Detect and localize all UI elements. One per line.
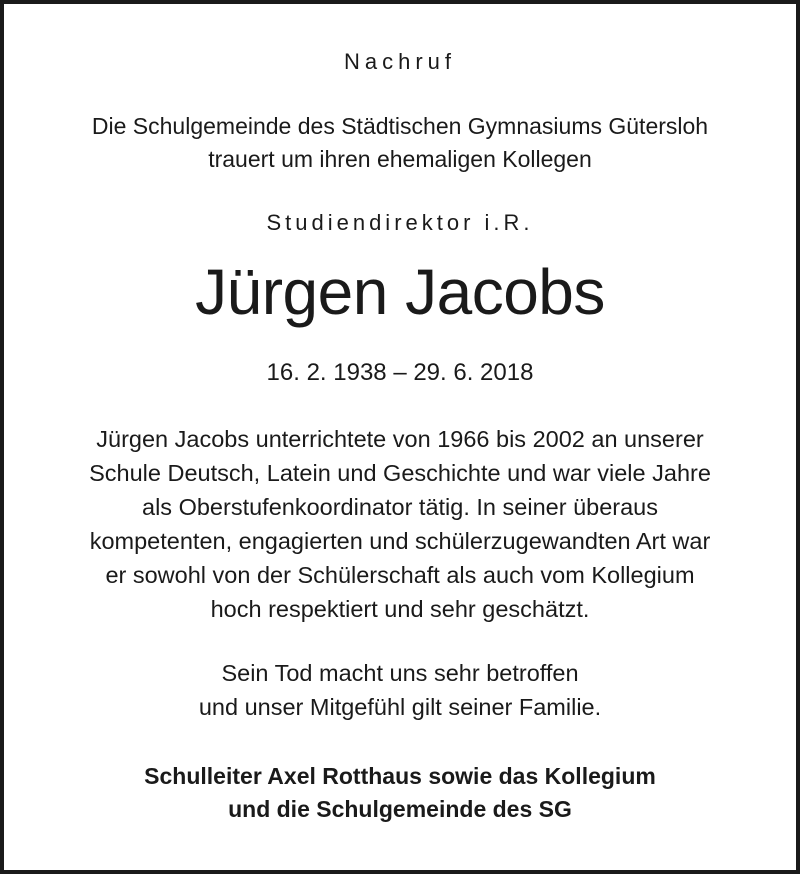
closing-line: Sein Tod macht uns sehr betroffen bbox=[221, 660, 579, 686]
deceased-name: Jürgen Jacobs bbox=[195, 256, 605, 328]
body-line: als Oberstufenkoordinator tätig. In seiner überaus bbox=[142, 494, 658, 520]
body-line: hoch respektiert und sehr geschätzt. bbox=[210, 596, 590, 622]
body-line: er sowohl von der Schülerschaft als auch vom Kollegium bbox=[105, 562, 695, 588]
body-line: Jürgen Jacobs unterrichtete von 1966 bis 2002 an unserer bbox=[96, 426, 704, 452]
intro-line: Die Schulgemeinde des Städtischen Gymnasiums Gütersloh bbox=[91, 113, 709, 139]
deceased-title: Studiendirektor i.R. bbox=[266, 210, 534, 235]
body-line: Schule Deutsch, Latein und Geschichte und war viele Jahre bbox=[89, 460, 711, 486]
body-line: kompetenten, engagierten und schülerzugewandten Art war bbox=[89, 528, 711, 554]
signature-line: und die Schulgemeinde des SG bbox=[228, 796, 572, 822]
closing-line: und unser Mitgefühl gilt seiner Familie. bbox=[198, 694, 602, 720]
life-dates: 16. 2. 1938 – 29. 6. 2018 bbox=[266, 359, 534, 386]
notice-heading: Nachruf bbox=[343, 49, 457, 74]
intro-line: trauert um ihren ehemaligen Kollegen bbox=[208, 146, 592, 172]
signature-line: Schulleiter Axel Rotthaus sowie das Kollegium bbox=[144, 763, 656, 789]
